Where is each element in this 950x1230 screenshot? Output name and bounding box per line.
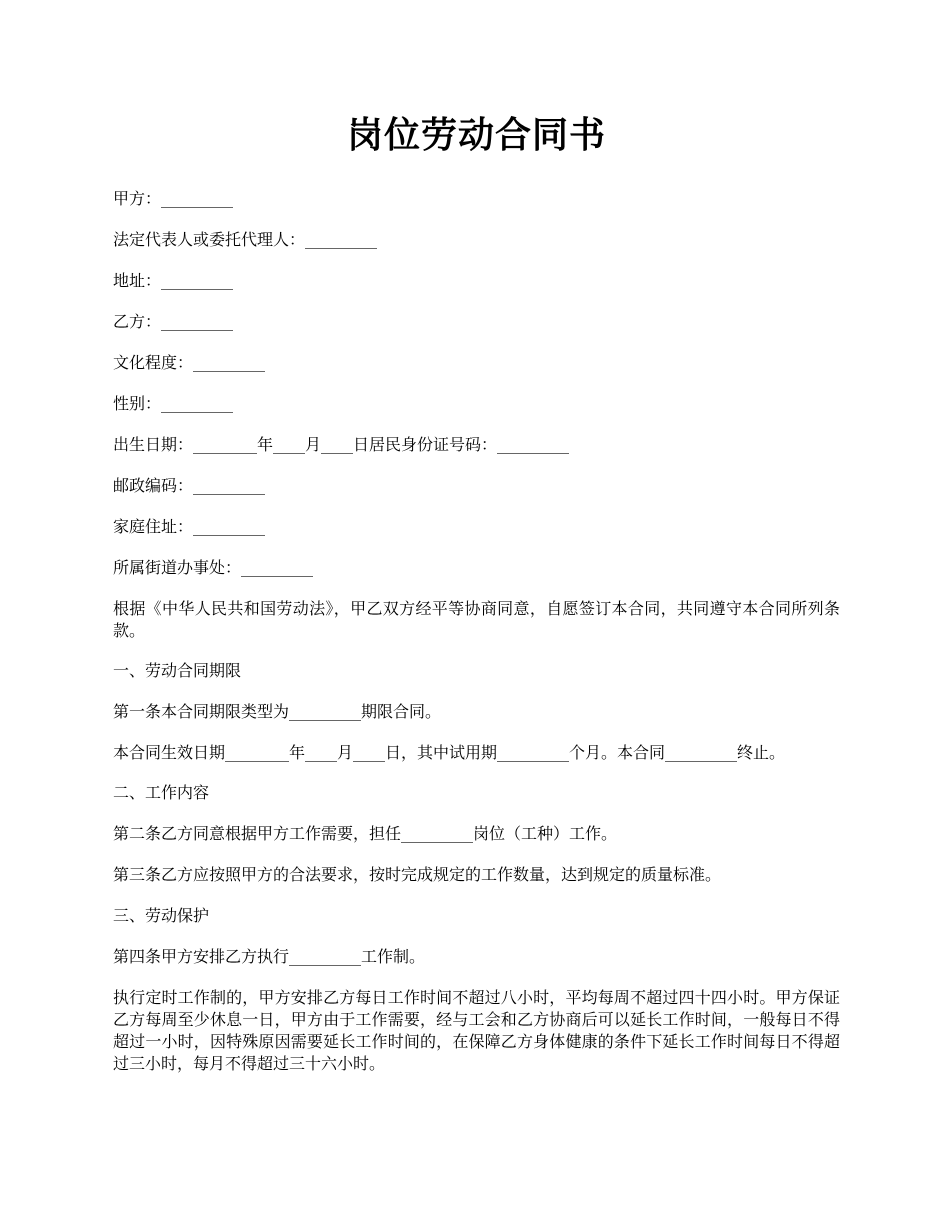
article-1: 第一条本合同期限类型为_________期限合同。: [113, 702, 442, 721]
education-line: 文化程度：_________: [113, 353, 266, 372]
section-heading-work-content: 二、工作内容: [113, 783, 210, 802]
effective-date-paragraph: 本合同生效日期________年____月____日，其中试用期_________个月。本合同_________终止。: [113, 743, 786, 762]
gender-line: 性别：_________: [113, 394, 234, 413]
street-office-line: 所属街道办事处：_________: [113, 558, 314, 577]
legal-representative-line: 法定代表人或委托代理人：_________: [113, 230, 378, 249]
working-hours-paragraph: 执行定时工作制的，甲方安排乙方每日工作时间不超过八小时，平均每周不超过四十四小时。甲方保证乙方每周至少休息一日，甲方由于工作需要，经与工会和乙方协商后可以延长工作时间，一般每日不得超过一小时，因特殊原因需要延长工作时间的，在保障乙方身体健康的条件下延长工作时间每日不得超过三小时，每月不得超过三十六小时。: [113, 988, 840, 1073]
preamble-paragraph: 根据《中华人民共和国劳动法》，甲乙双方经平等协商同意，自愿签订本合同，共同遵守本合同所列条款。: [113, 599, 840, 640]
article-3: 第三条乙方应按照甲方的合法要求，按时完成规定的工作数量，达到规定的质量标准。: [113, 865, 722, 884]
party-b-line: 乙方：_________: [113, 312, 234, 331]
section-heading-labor-protection: 三、劳动保护: [113, 906, 210, 925]
home-address-line: 家庭住址：_________: [113, 517, 266, 536]
party-a-line: 甲方：_________: [113, 189, 234, 208]
address-line: 地址：_________: [113, 271, 234, 290]
section-heading-contract-term: 一、劳动合同期限: [113, 661, 242, 680]
article-4: 第四条甲方安排乙方执行_________工作制。: [113, 947, 426, 966]
article-2: 第二条乙方同意根据甲方工作需要，担任_________岗位（工种）工作。: [113, 824, 618, 843]
document-title: 岗位劳动合同书: [346, 114, 606, 156]
birth-date-id-line: 出生日期：________年____月____日居民身份证号码：_________: [113, 435, 570, 454]
postal-code-line: 邮政编码：_________: [113, 476, 266, 495]
